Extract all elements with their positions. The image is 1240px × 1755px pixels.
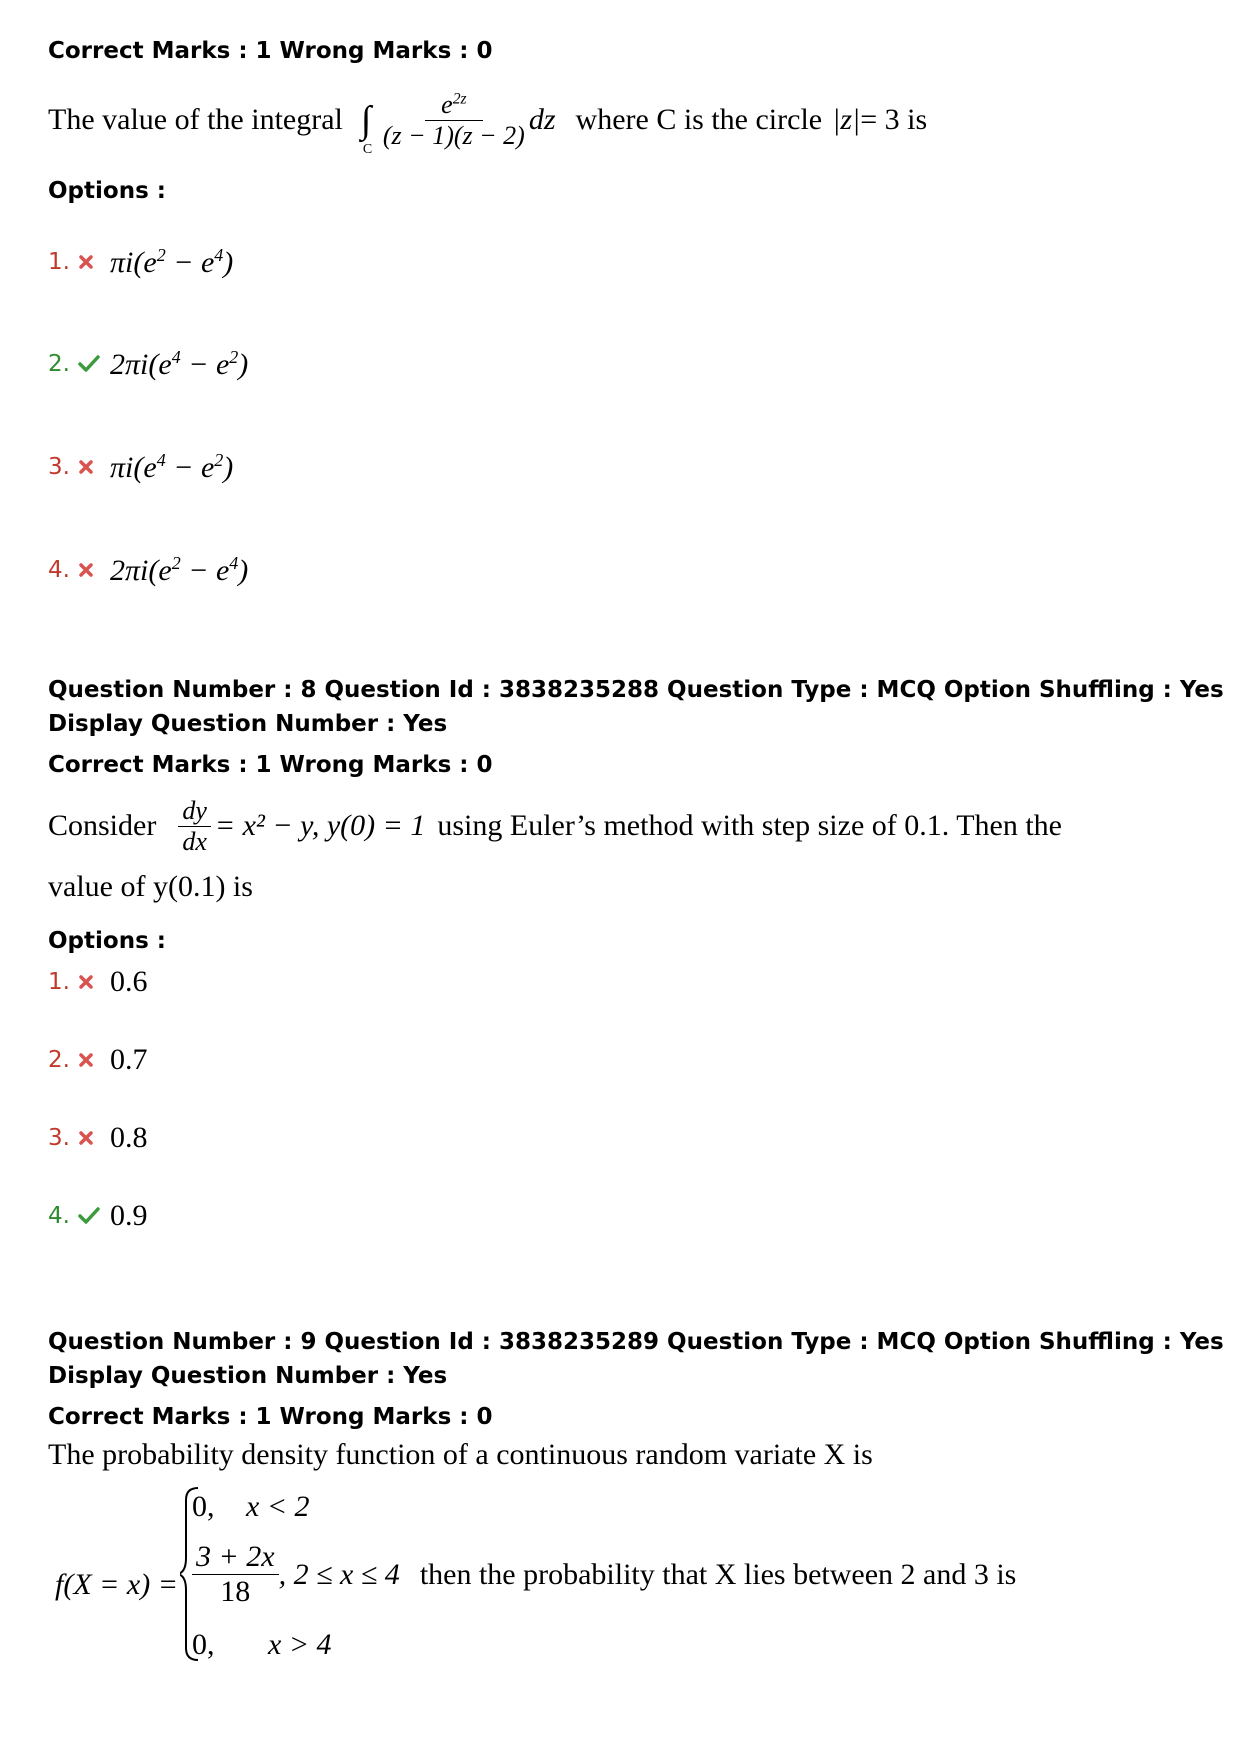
option-number: 3.	[48, 454, 70, 480]
q7-marks: Correct Marks : 1 Wrong Marks : 0	[48, 38, 493, 64]
q9-display-number: Display Question Number : Yes	[48, 1363, 448, 1389]
cross-icon	[78, 1048, 106, 1072]
option-number: 2.	[48, 1047, 70, 1073]
q8-derivative: $\frac{dy}{dx}$	[178, 796, 211, 857]
q8-options-label: Options :	[48, 928, 166, 954]
q7-option-1	[48, 240, 233, 284]
q7-option-4	[48, 548, 248, 592]
q7-option-3	[48, 445, 233, 489]
q9-text-post: then the probability that X lies between 2 and 3 is	[419, 1557, 1017, 1591]
q8-option-1	[48, 960, 148, 1004]
checkmark-icon	[78, 1204, 106, 1228]
option-number: 1.	[48, 249, 70, 275]
q8-display-number: Display Question Number : Yes	[48, 711, 448, 737]
q7-options-label: Options :	[48, 178, 166, 204]
checkmark-icon	[78, 352, 106, 376]
cross-icon	[78, 250, 106, 274]
q9-marks: Correct Marks : 1 Wrong Marks : 0	[48, 1404, 493, 1430]
q7-question	[48, 80, 927, 160]
q7-option-2	[48, 342, 248, 386]
q8-text-pre: Consider	[48, 809, 157, 842]
option-value: 0.6	[110, 965, 148, 998]
option-value: 0.9	[110, 1199, 148, 1232]
cross-icon	[78, 1126, 106, 1150]
option-number: 4.	[48, 557, 70, 583]
cross-icon	[78, 558, 106, 582]
q8-marks: Correct Marks : 1 Wrong Marks : 0	[48, 752, 493, 778]
q7-integral: ∫ C	[360, 99, 373, 157]
option-number: 4.	[48, 1203, 70, 1229]
option-number: 1.	[48, 969, 70, 995]
option-value: 0.8	[110, 1121, 148, 1154]
q8-question	[48, 786, 1062, 866]
option-value: $2\pi i(e^2 - e^4)$	[110, 552, 249, 587]
option-value: $\pi i(e^2 - e^4)$	[110, 244, 234, 279]
q8-text-post: using Euler’s method with step size of 0.1. Then the	[437, 809, 1062, 842]
q9-question: The probability density function of a continuous random variate X is	[48, 1438, 873, 1471]
option-number: 3.	[48, 1125, 70, 1151]
q8-equation: = x² − y, y(0) = 1	[214, 809, 426, 842]
option-value: 0.7	[110, 1043, 148, 1076]
q9-case3: 0, x > 4	[192, 1628, 332, 1661]
q8-option-3	[48, 1116, 148, 1160]
q9-case2: $\frac{3 + 2x}{18}$ , 2 ≤ x ≤ 4 then the probability that X lies between 2 and 3 is	[192, 1540, 1016, 1609]
q7-dz: dz	[528, 103, 556, 136]
q8-option-2	[48, 1038, 148, 1082]
cross-icon	[78, 455, 106, 479]
q7-text-pre: The value of the integral	[48, 103, 343, 136]
q8-header: Question Number : 8 Question Id : 3838235288 Question Type : MCQ Option Shuffling : Yes	[48, 677, 1224, 703]
q9-header: Question Number : 9 Question Id : 3838235289 Question Type : MCQ Option Shuffling : Yes	[48, 1329, 1224, 1355]
q9-case1: 0, x < 2	[192, 1490, 310, 1523]
option-number: 2.	[48, 351, 70, 377]
q8-question-line2: value of y(0.1) is	[48, 870, 253, 903]
q9-pdf-lhs: f(X = x) =	[55, 1568, 178, 1601]
option-value: $\pi i(e^4 - e^2)$	[110, 449, 234, 484]
option-value: $2\pi i(e^4 - e^2)$	[110, 346, 249, 381]
q8-option-4	[48, 1194, 148, 1238]
q7-modz: |z|	[832, 103, 861, 136]
q7-text-post: where C is the circle	[575, 103, 823, 136]
q7-eq: = 3 is	[860, 103, 928, 136]
cross-icon	[78, 970, 106, 994]
q7-fraction: $\frac{e^{2z}}{(z - 1)(z - 2)}$	[382, 89, 525, 150]
